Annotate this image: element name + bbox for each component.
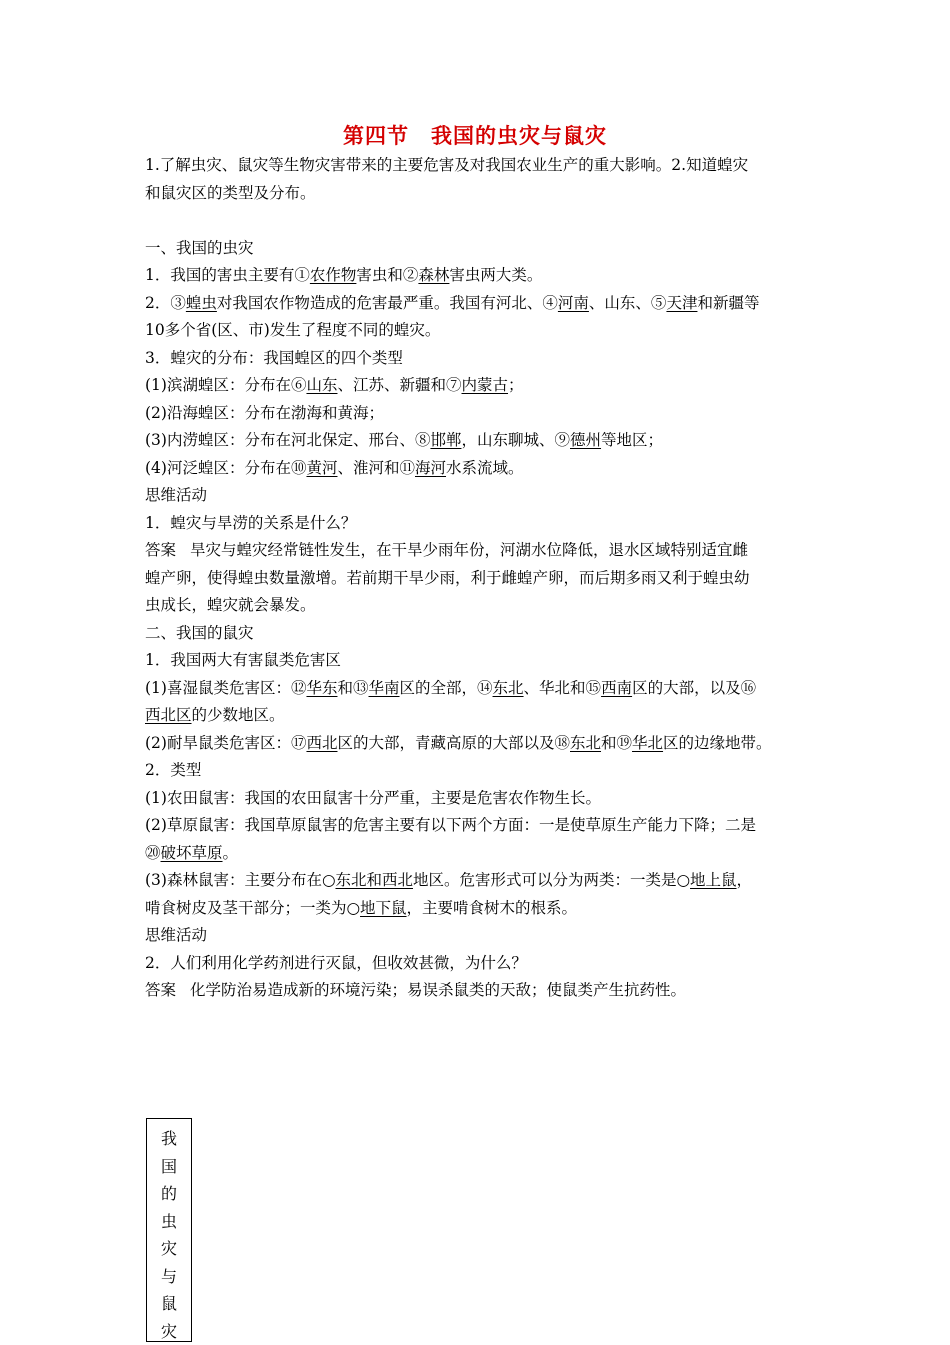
blank-answer: 天津 <box>666 294 697 312</box>
vertical-title-box <box>146 1118 192 1342</box>
answer-tag: 答案 <box>145 541 176 559</box>
page-title: 第四节 我国的虫灾与鼠灾 <box>0 120 950 150</box>
paragraph: 2．类型 <box>145 757 817 785</box>
blank-answer: 华东 <box>306 679 337 697</box>
goal-line: 和鼠灾区的类型及分布。 <box>145 180 817 208</box>
blank-answer: 西北区 <box>145 706 192 724</box>
list-item: ⑳破坏草原。 <box>145 840 817 868</box>
section-heading: 二、我国的鼠灾 <box>145 620 817 648</box>
list-item: (3)内涝蝗区：分布在河北保定、邢台、⑧邯郸，山东聊城、⑨德州等地区； <box>145 427 817 455</box>
answer-line: 虫成长，蝗灾就会暴发。 <box>145 592 817 620</box>
vertical-char: 与 <box>161 1263 177 1291</box>
blank-answer: 东北 <box>493 679 524 697</box>
list-item: (1)滨湖蝗区：分布在⑥山东、江苏、新疆和⑦内蒙古； <box>145 372 817 400</box>
blank-answer: 内蒙古 <box>462 376 509 394</box>
blank-answer: 华北 <box>632 734 663 752</box>
list-item: 西北区的少数地区。 <box>145 702 817 730</box>
section-heading: 一、我国的虫灾 <box>145 235 817 263</box>
answer-line: 蝗产卵，使得蝗虫数量激增。若前期干旱少雨，利于雌蝗产卵，而后期多雨又利于蝗虫幼 <box>145 565 817 593</box>
vertical-char: 我 <box>161 1125 177 1153</box>
paragraph: 2．③蝗虫对我国农作物造成的危害最严重。我国有河北、④河南、山东、⑤天津和新疆等 <box>145 290 817 318</box>
list-item: (2)沿海蝗区：分布在渤海和黄海； <box>145 400 817 428</box>
list-item: (1)喜湿鼠类危害区：⑫华东和⑬华南区的全部，⑭东北、华北和⑮西南区的大部，以及⑯ <box>145 675 817 703</box>
vertical-char: 灾 <box>161 1318 177 1345</box>
goal-line: 1.了解虫灾、鼠灾等生物灾害带来的主要危害及对我国农业生产的重大影响。2.知道蝗灾 <box>145 152 817 180</box>
list-item: (1)农田鼠害：我国的农田鼠害十分严重，主要是危害农作物生长。 <box>145 785 817 813</box>
list-item: 啃食树皮及茎干部分；一类为○地下鼠，主要啃食树木的根系。 <box>145 895 817 923</box>
blank-answer: 德州 <box>570 431 601 449</box>
list-item: (2)草原鼠害：我国草原鼠害的危害主要有以下两个方面：一是使草原生产能力下降；二是 <box>145 812 817 840</box>
vertical-char: 灾 <box>161 1235 177 1263</box>
blank-answer: 邯郸 <box>430 431 461 449</box>
paragraph: 3．蝗灾的分布：我国蝗区的四个类型 <box>145 345 817 373</box>
answer-line: 答案 化学防治易造成新的环境污染；易误杀鼠类的天敌；使鼠类产生抗药性。 <box>145 977 817 1005</box>
paragraph: 1．我国的害虫主要有①农作物害虫和②森林害虫两大类。 <box>145 262 817 290</box>
activity-label: 思维活动 <box>145 482 817 510</box>
blank-answer: 农作物 <box>310 266 357 284</box>
blank-answer: 西北 <box>306 734 337 752</box>
blank-answer: 华南 <box>369 679 400 697</box>
blank-answer: 黄河 <box>306 459 337 477</box>
blank-answer: 蝗虫 <box>186 294 217 312</box>
vertical-char: 鼠 <box>161 1290 177 1318</box>
blank-answer: 海河 <box>415 459 446 477</box>
vertical-char: 国 <box>161 1153 177 1181</box>
blank-answer: 东北 <box>570 734 601 752</box>
paragraph: 1．我国两大有害鼠类危害区 <box>145 647 817 675</box>
vertical-char: 虫 <box>161 1208 177 1236</box>
blank-answer: 东北和西北 <box>335 871 413 889</box>
document-body <box>145 152 817 1005</box>
paragraph: 10多个省(区、市)发生了程度不同的蝗灾。 <box>145 317 817 345</box>
blank-answer: 地下鼠 <box>360 899 407 917</box>
vertical-char: 的 <box>161 1180 177 1208</box>
blank-answer: 河南 <box>558 294 589 312</box>
answer-line: 答案 旱灾与蝗灾经常链性发生，在干旱少雨年份，河湖水位降低，退水区域特别适宜雌 <box>145 537 817 565</box>
blank-answer: 西南 <box>601 679 632 697</box>
blank-answer: 破坏草原 <box>161 844 223 862</box>
list-item: (3)森林鼠害：主要分布在○东北和西北地区。危害形式可以分为两类：一类是○地上鼠， <box>145 867 817 895</box>
blank-answer: 地上鼠 <box>690 871 737 889</box>
activity-label: 思维活动 <box>145 922 817 950</box>
question: 1．蝗灾与旱涝的关系是什么？ <box>145 510 817 538</box>
question: 2．人们利用化学药剂进行灭鼠，但收效甚微，为什么？ <box>145 950 817 978</box>
list-item: (4)河泛蝗区：分布在⑩黄河、淮河和⑪海河水系流域。 <box>145 455 817 483</box>
blank-answer: 森林 <box>418 266 449 284</box>
answer-tag: 答案 <box>145 981 176 999</box>
list-item: (2)耐旱鼠类危害区：⑰西北区的大部，青藏高原的大部以及⑱东北和⑲华北区的边缘地带。 <box>145 730 817 758</box>
blank-answer: 山东 <box>306 376 337 394</box>
